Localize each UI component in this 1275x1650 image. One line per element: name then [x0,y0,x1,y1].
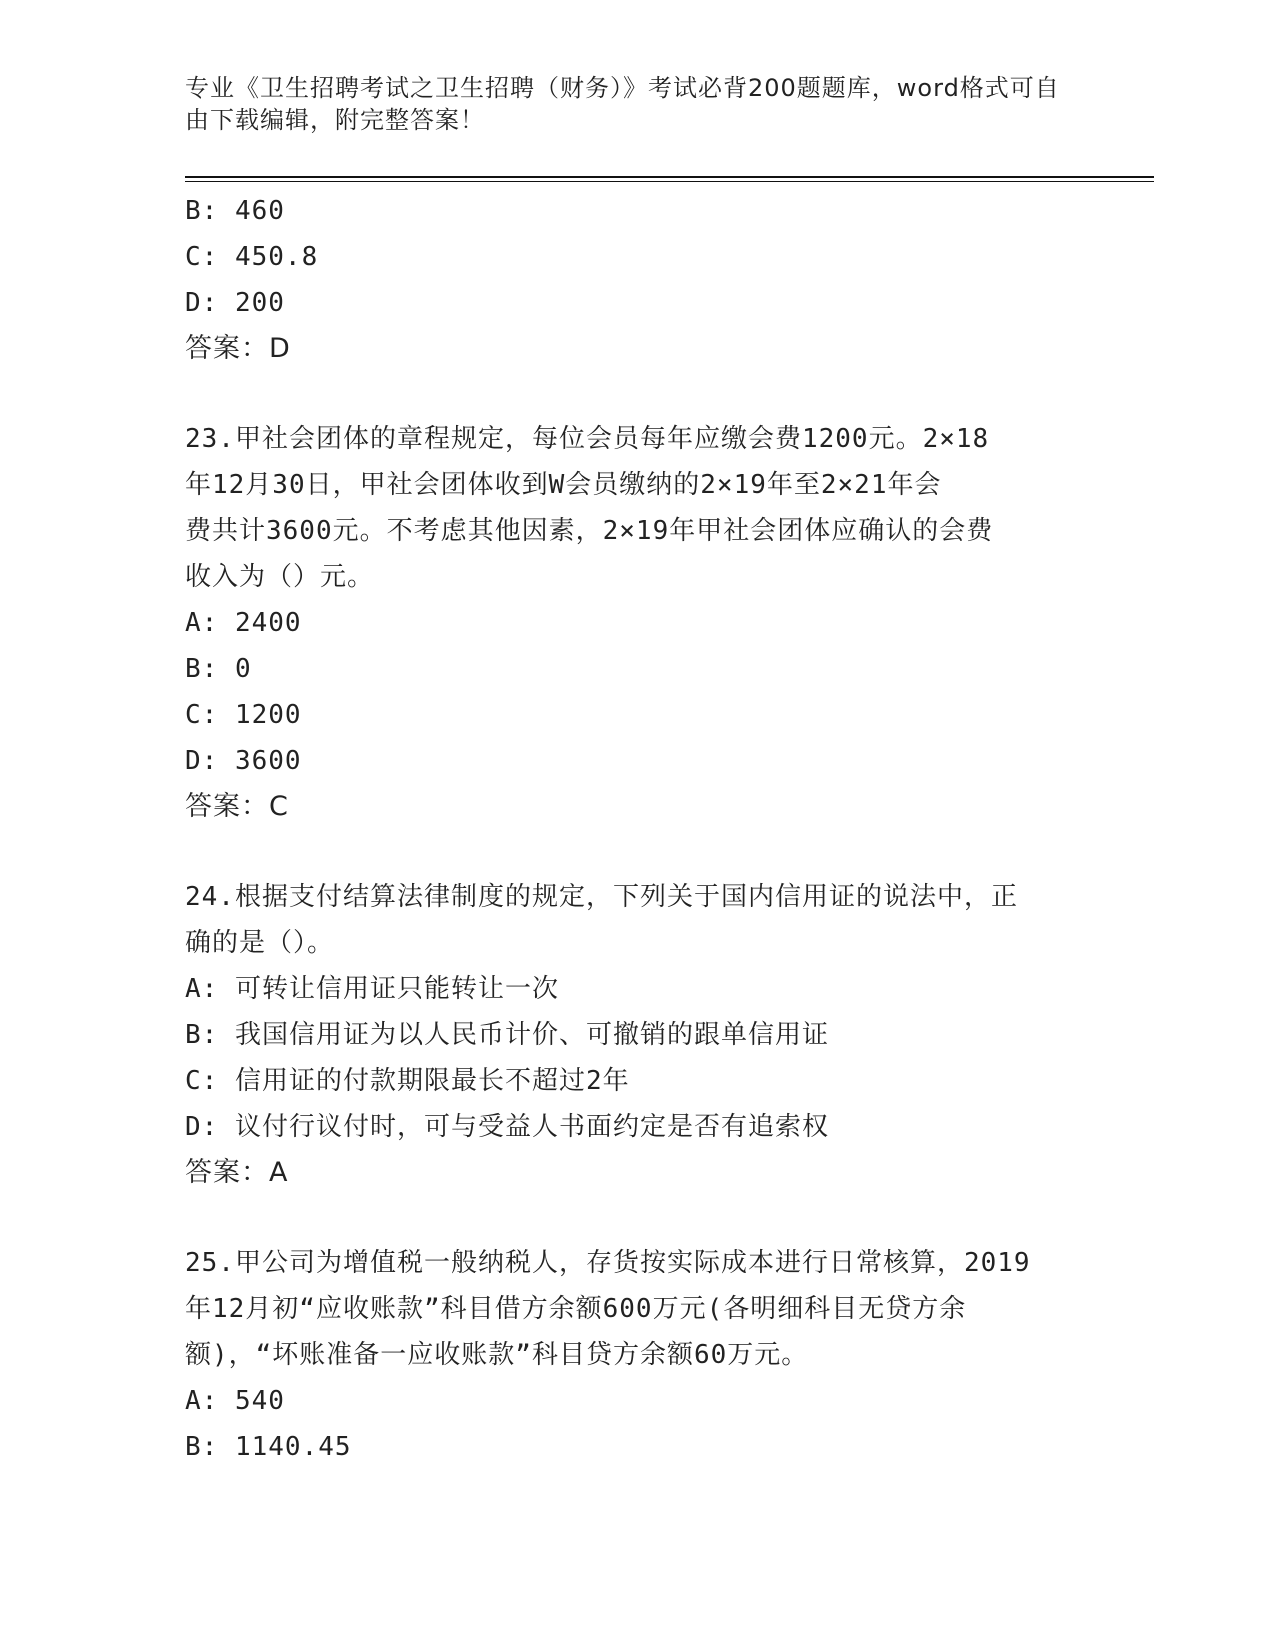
option-d: D: 200 [185,288,285,318]
header-line-1: 专业《卫生招聘考试之卫生招聘（财务）》考试必背200题题库，word格式可自 [185,74,1060,102]
question-text-line: 确的是（）。 [185,928,335,958]
option-b: B: 1140.45 [185,1432,352,1462]
question-text-line: 收入为（）元。 [185,562,375,592]
question-text-line: 年12月初“应收账款”科目借方余额600万元(各明细科目无贷方余 [185,1294,967,1324]
question-25 [185,1240,1085,1470]
option-c: C: 信用证的付款期限最长不超过2年 [185,1066,630,1096]
spacer [185,830,1085,874]
option-b: B: 460 [185,196,285,226]
option-b: B: 0 [185,654,252,684]
header-divider-thin [185,181,1154,182]
option-c: C: 450.8 [185,242,319,272]
header-divider-thick [185,176,1154,178]
option-b: B: 我国信用证为以人民币计价、可撤销的跟单信用证 [185,1020,829,1050]
answer-line: 答案：D [185,333,291,364]
question-text-line: 年12月30日，甲社会团体收到W会员缴纳的2×19年至2×21年会 [185,470,942,500]
option-a: A: 540 [185,1386,285,1416]
option-a: A: 可转让信用证只能转让一次 [185,974,559,1004]
header-line-2: 由下载编辑，附完整答案！ [185,106,485,134]
answer-line: 答案：A [185,1157,289,1188]
question-text-line: 费共计3600元。不考虑其他因素，2×19年甲社会团体应确认的会费 [185,516,994,546]
question-text-line: 23.甲社会团体的章程规定，每位会员每年应缴会费1200元。2×18 [185,424,990,454]
question-text-line: 24.根据支付结算法律制度的规定，下列关于国内信用证的说法中，正 [185,882,1018,912]
question-text-line: 25.甲公司为增值税一般纳税人，存货按实际成本进行日常核算，2019 [185,1248,1031,1278]
option-d: D: 议付行议付时，可与受益人书面约定是否有追索权 [185,1112,829,1142]
question-23 [185,416,1085,830]
option-a: A: 2400 [185,608,302,638]
answer-line: 答案：C [185,791,289,822]
option-c: C: 1200 [185,700,302,730]
question-text-line: 额)，“坏账准备一应收账款”科目贷方余额60万元。 [185,1340,809,1370]
question-22-tail [185,188,1085,372]
spacer [185,1196,1085,1240]
option-d: D: 3600 [185,746,302,776]
question-24 [185,874,1085,1196]
document-body [185,188,1085,1470]
spacer [185,372,1085,416]
page-header [185,72,1085,136]
